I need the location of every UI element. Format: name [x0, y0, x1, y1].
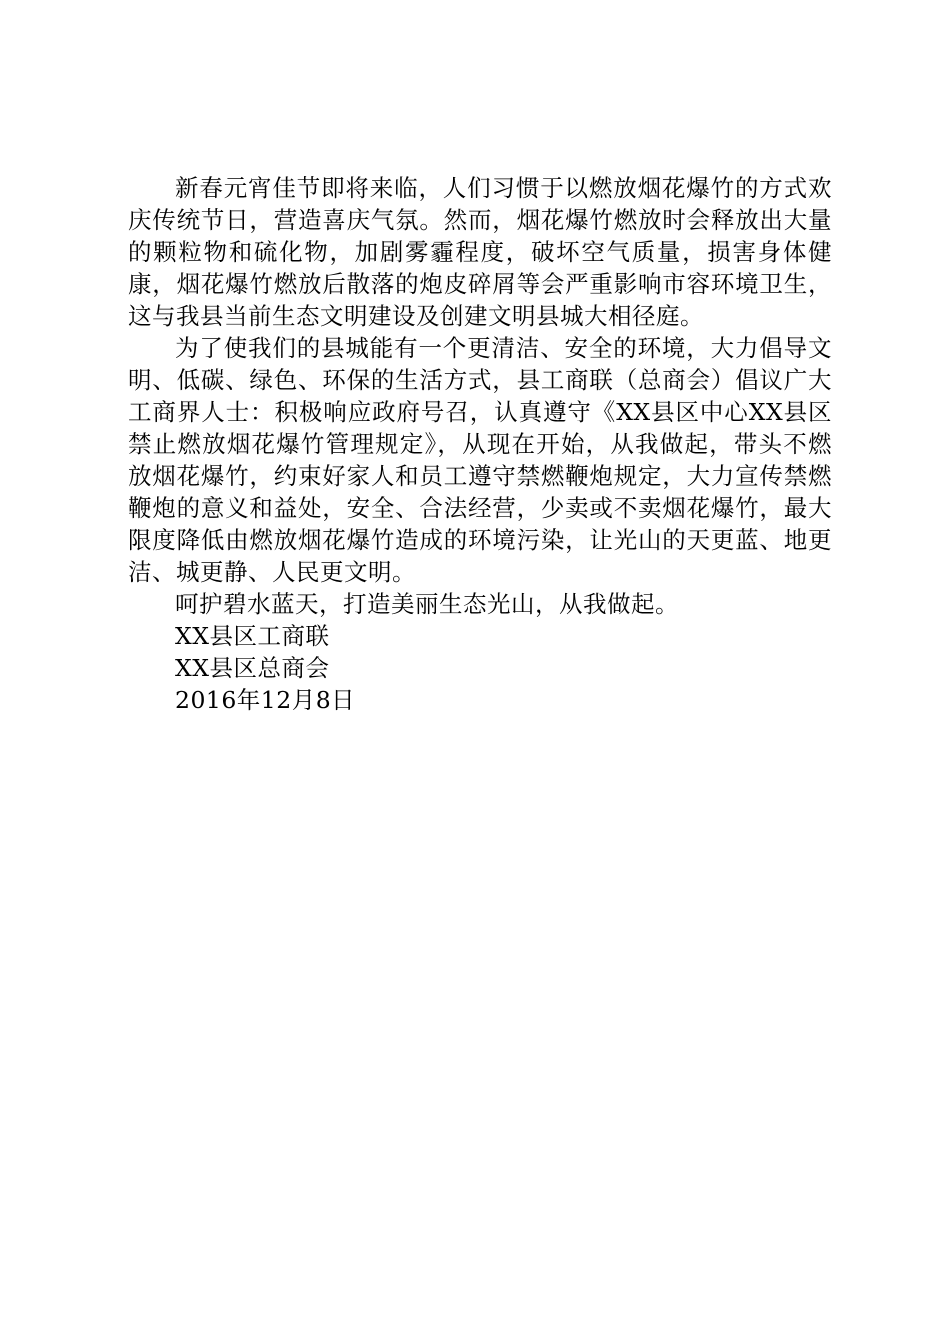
- signature-federation: XX县区工商联: [175, 622, 330, 650]
- document-date: 2016年12月8日: [175, 686, 356, 714]
- paragraph-intro: 新春元宵佳节即将来临，人们习惯于以燃放烟花爆竹的方式欢庆传统节日，营造喜庆气氛。然而，烟花爆竹燃放时会释放出大量的颗粒物和硫化物，加剧雾霾程度，破坏空气质量，损害身体健康，烟花爆竹燃放后散落的炮皮碎屑等会严重影响市容环境卫生，这与我县当前生态文明建设及创建文明县城大相径庭。: [128, 174, 832, 330]
- document-body: [128, 172, 832, 716]
- signature-chamber: XX县区总商会: [175, 654, 330, 682]
- slogan-line: 呵护碧水蓝天，打造美丽生态光山，从我做起。: [175, 590, 679, 618]
- paragraph-proposal: 为了使我们的县城能有一个更清洁、安全的环境，大力倡导文明、低碳、绿色、环保的生活方式，县工商联（总商会）倡议广大工商界人士：积极响应政府号召，认真遵守《XX县区中心XX县区禁止燃放烟花爆竹管理规定》，从现在开始，从我做起，带头不燃放烟花爆竹，约束好家人和员工遵守禁燃鞭炮规定，大力宣传禁燃鞭炮的意义和益处，安全、合法经营，少卖或不卖烟花爆竹，最大限度降低由燃放烟花爆竹造成的环境污染，让光山的天更蓝、地更洁、城更静、人民更文明。: [128, 334, 832, 586]
